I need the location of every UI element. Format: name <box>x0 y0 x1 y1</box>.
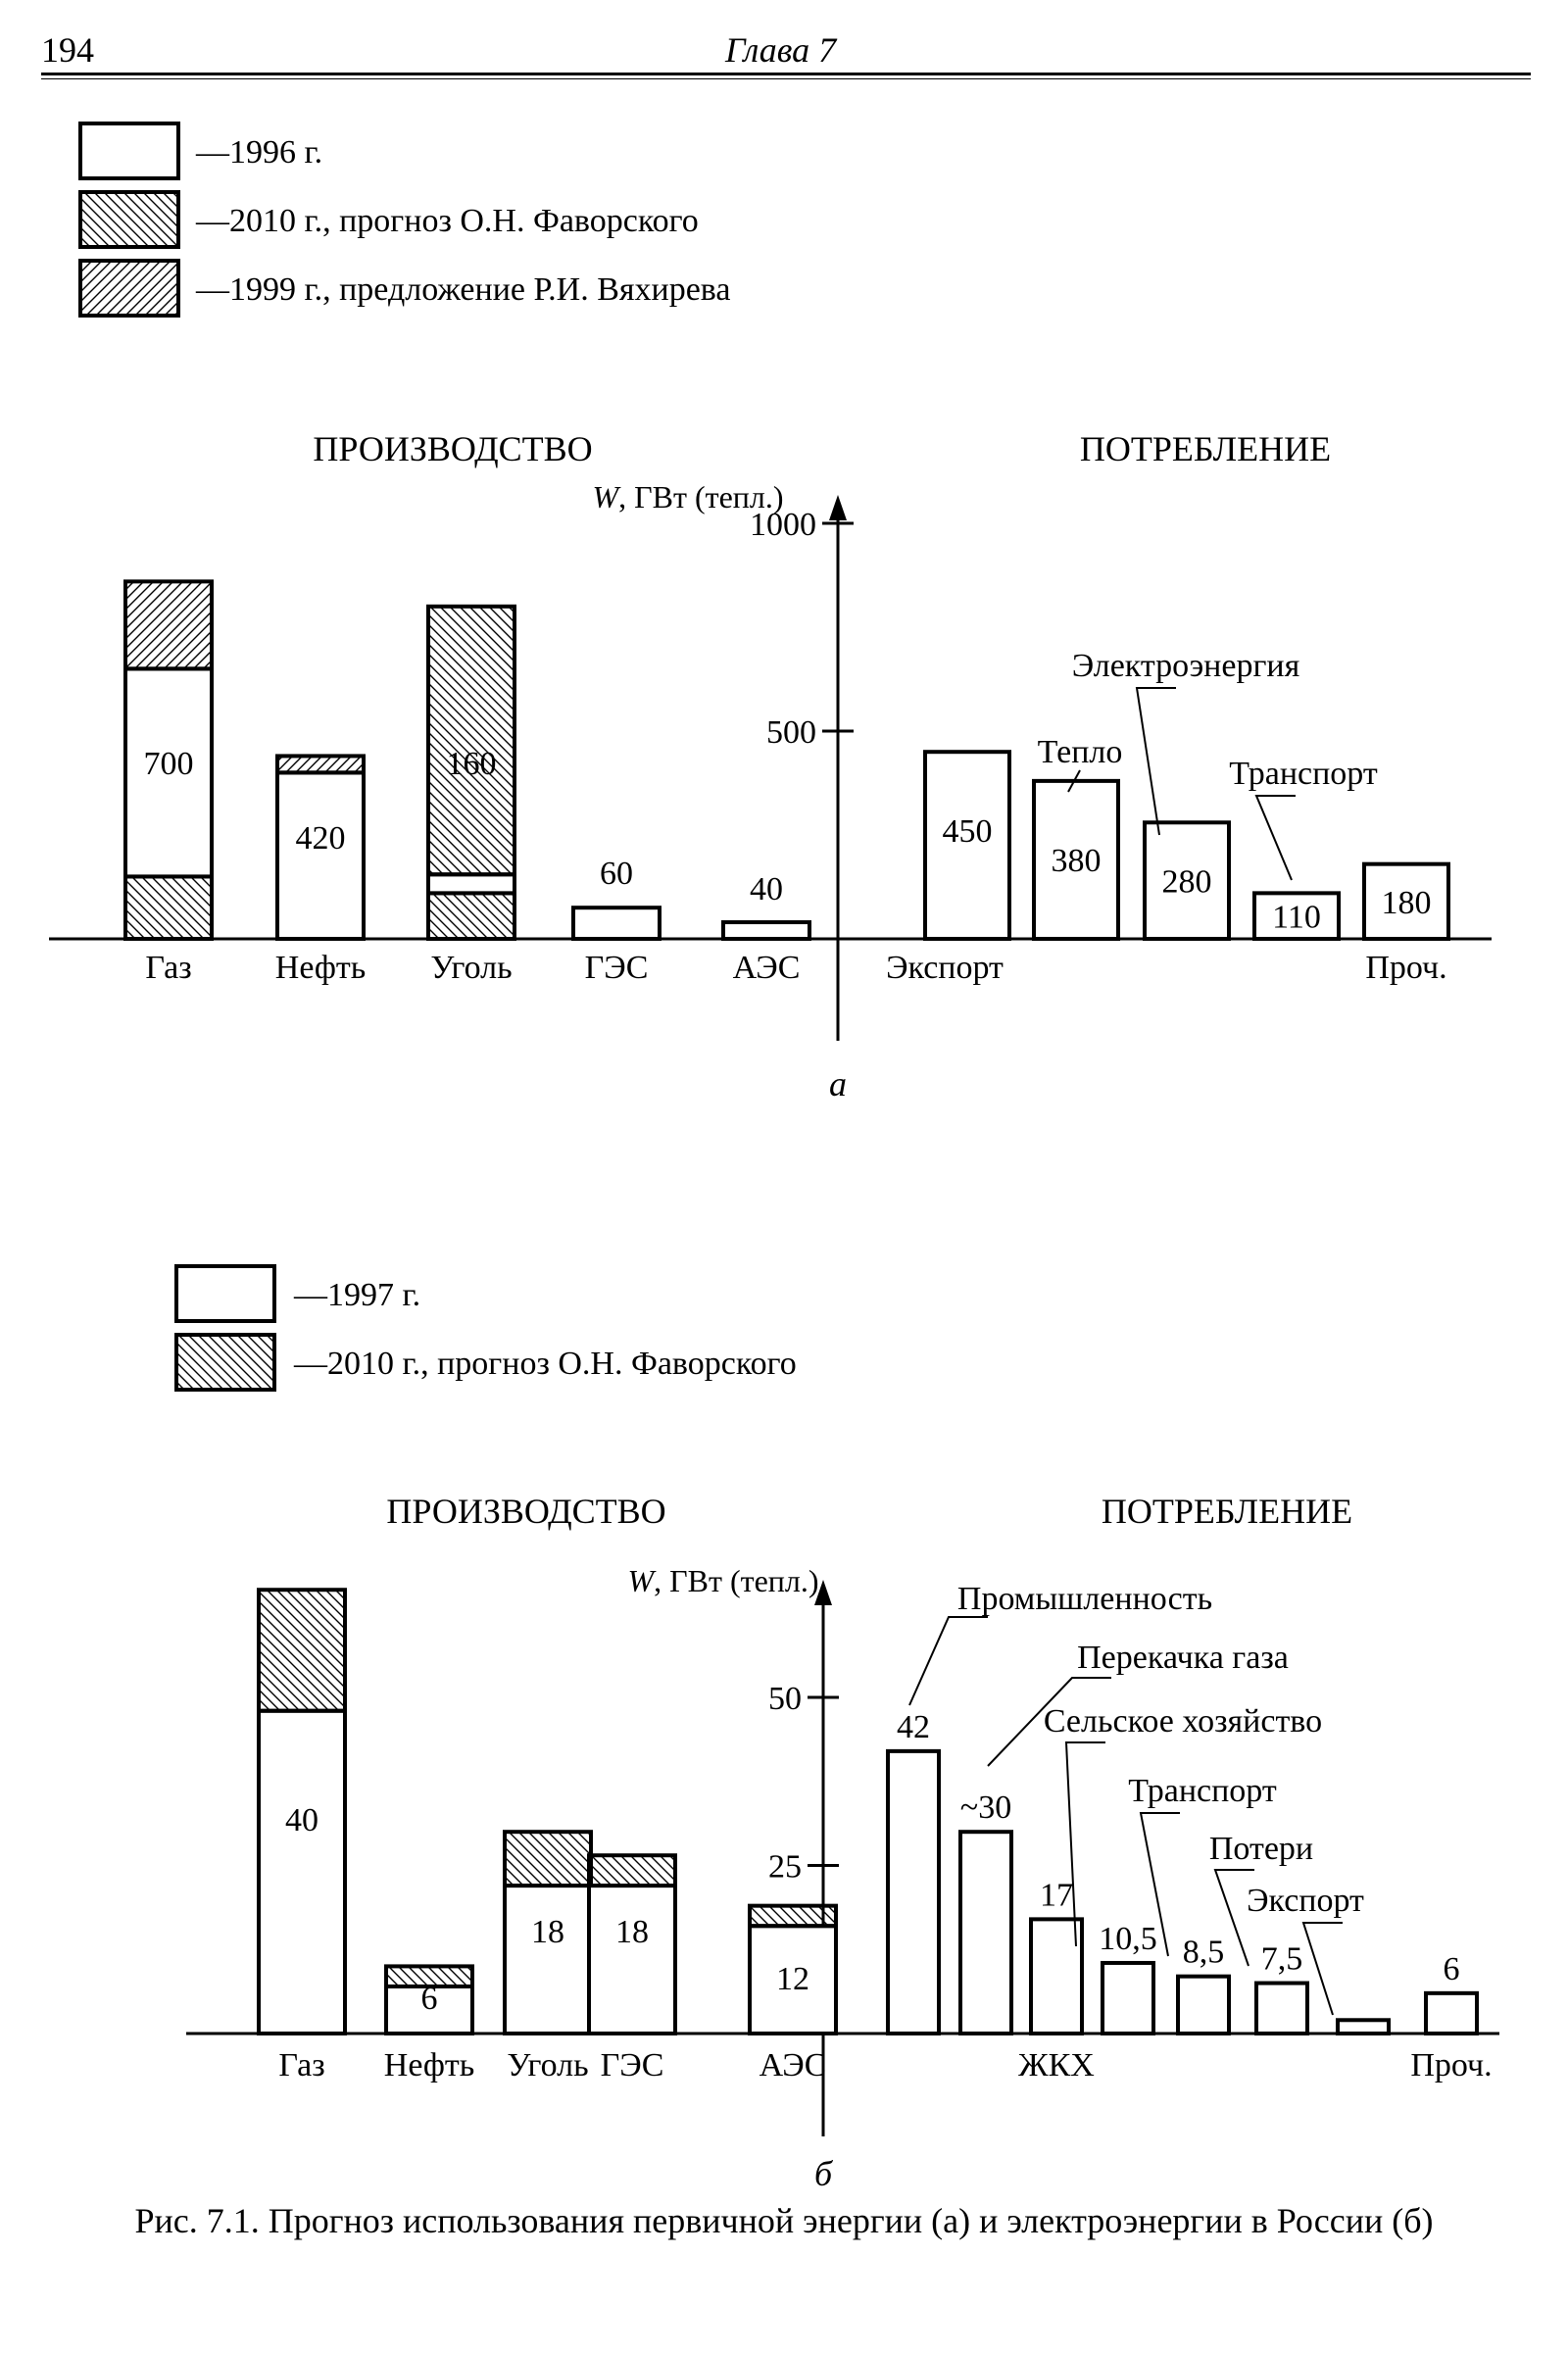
legend-label: —1996 г. <box>196 134 323 171</box>
production-bar-segment <box>750 1906 836 1927</box>
consumption-bar <box>1102 1963 1153 2034</box>
production-category-label: АЭС <box>759 2047 827 2083</box>
consumption-title: ПОТРЕБЛЕНИЕ <box>1101 1492 1353 1531</box>
production-value-label: 420 <box>295 820 346 857</box>
production-value-label: 18 <box>615 1914 649 1950</box>
consumption-title: ПОТРЕБЛЕНИЕ <box>1079 429 1332 468</box>
production-category-label: Нефть <box>383 2047 475 2083</box>
legend-label: —1997 г. <box>294 1277 421 1313</box>
consumption-callout-label: Транспорт <box>1229 756 1378 792</box>
production-category-label: Нефть <box>274 950 367 986</box>
consumption-callout-label: Электроэнергия <box>1071 648 1300 684</box>
production-bar-segment <box>723 922 809 939</box>
callout-leader-line <box>1066 1742 1105 1946</box>
y-tick-label: 25 <box>768 1848 802 1886</box>
consumption-value-label: 17 <box>1040 1877 1073 1914</box>
production-category-label: Уголь <box>507 2047 589 2083</box>
y-tick-label: 500 <box>766 714 816 751</box>
y-axis-arrow <box>829 495 847 520</box>
production-category-label: Газ <box>278 2047 325 2083</box>
production-bar-segment <box>573 907 660 939</box>
consumption-callout-label: Транспорт <box>1128 1773 1277 1809</box>
consumption-value-label: 10,5 <box>1099 1920 1157 1957</box>
legend-label: —2010 г., прогноз О.Н. Фаворского <box>294 1346 797 1382</box>
callout-leader-line <box>1256 796 1296 880</box>
consumption-callout-label: Потери <box>1208 1831 1314 1867</box>
production-value-label: 12 <box>776 1961 809 1997</box>
production-category-label: Газ <box>145 950 192 986</box>
production-bar-segment <box>125 876 212 939</box>
production-bar-segment <box>259 1711 345 2034</box>
consumption-category-label: Проч. <box>1365 950 1447 986</box>
consumption-callout-label: Сельское хозяйство <box>1043 1703 1323 1740</box>
consumption-value-label: 6 <box>1443 1950 1460 1987</box>
consumption-category-label: Проч. <box>1410 2047 1493 2083</box>
y-tick-label: 50 <box>768 1681 802 1717</box>
production-bar-segment <box>125 581 212 668</box>
production-bar-segment <box>259 1590 345 1710</box>
figure-caption: Рис. 7.1. Прогноз использования первичной энергии (а) и электроэнергии в России (б) <box>134 2201 1434 2240</box>
callout-leader-line <box>909 1617 988 1705</box>
consumption-bar <box>1338 2020 1389 2034</box>
legend-swatch <box>80 261 178 316</box>
legend-swatch <box>176 1335 274 1390</box>
legend-swatch <box>176 1266 274 1321</box>
production-bar-segment <box>428 874 514 893</box>
y-tick-label: 1000 <box>750 507 816 543</box>
production-value-label: 40 <box>750 871 783 907</box>
panel-letter: а <box>829 1064 847 1103</box>
production-bar-segment <box>428 893 514 939</box>
consumption-callout-label: Промышленность <box>956 1581 1213 1617</box>
legend-label: —2010 г., прогноз О.Н. Фаворского <box>196 203 699 239</box>
consumption-category-label: Экспорт <box>886 950 1004 986</box>
production-bar-segment <box>505 1886 591 2034</box>
production-value-label: 160 <box>446 746 497 782</box>
consumption-bar <box>888 1751 939 2034</box>
consumption-bar <box>1256 1984 1307 2034</box>
production-value-label: 18 <box>531 1914 564 1950</box>
consumption-value-label: 8,5 <box>1182 1934 1225 1971</box>
y-axis-label: W, ГВт (тепл.) <box>592 479 784 515</box>
legend-swatch <box>80 192 178 247</box>
chapter-title: Глава 7 <box>725 30 837 70</box>
production-category-label: Уголь <box>430 950 513 986</box>
production-category-label: ГЭС <box>584 950 649 986</box>
consumption-value-label: 7,5 <box>1260 1940 1303 1978</box>
legend-swatch <box>80 123 178 178</box>
consumption-callout-label: Экспорт <box>1247 1883 1364 1919</box>
legend-label: —1999 г., предложение Р.И. Вяхирева <box>196 271 731 308</box>
production-value-label: 700 <box>143 746 194 782</box>
consumption-value-label: ~30 <box>959 1789 1012 1827</box>
consumption-value-label: 42 <box>897 1708 930 1745</box>
consumption-bar <box>1178 1977 1229 2034</box>
panel-letter: б <box>813 2154 833 2193</box>
production-bar-segment <box>428 607 514 874</box>
y-axis-label: W, ГВт (тепл.) <box>627 1563 819 1598</box>
consumption-callout-label: Тепло <box>1037 734 1123 770</box>
production-category-label: ГЭС <box>600 2047 664 2083</box>
production-value-label: 6 <box>420 1981 438 2017</box>
production-category-label: АЭС <box>732 950 801 986</box>
chart-b <box>176 1266 1499 2193</box>
page-number: 194 <box>41 30 94 70</box>
consumption-value-label: 180 <box>1381 884 1432 921</box>
consumption-bar <box>960 1832 1011 2034</box>
consumption-bar <box>1426 1993 1477 2034</box>
consumption-value-label: 380 <box>1051 842 1102 879</box>
production-title: ПРОИЗВОДСТВО <box>313 429 593 468</box>
production-bar-segment <box>589 1855 675 1886</box>
consumption-value-label: 110 <box>1272 899 1321 936</box>
consumption-category-label: ЖКХ <box>1018 2047 1095 2083</box>
consumption-bar <box>1031 1919 1082 2034</box>
production-value-label: 60 <box>600 856 633 892</box>
production-bar-segment <box>589 1886 675 2034</box>
production-bar-segment <box>277 756 364 772</box>
production-title: ПРОИЗВОДСТВО <box>386 1492 666 1531</box>
production-value-label: 40 <box>285 1802 318 1838</box>
production-bar-segment <box>505 1832 591 1886</box>
consumption-value-label: 280 <box>1161 863 1212 901</box>
consumption-value-label: 450 <box>942 813 993 851</box>
callout-leader-line <box>1137 688 1176 835</box>
chart-a <box>49 123 1492 1103</box>
consumption-callout-label: Перекачка газа <box>1077 1640 1289 1676</box>
